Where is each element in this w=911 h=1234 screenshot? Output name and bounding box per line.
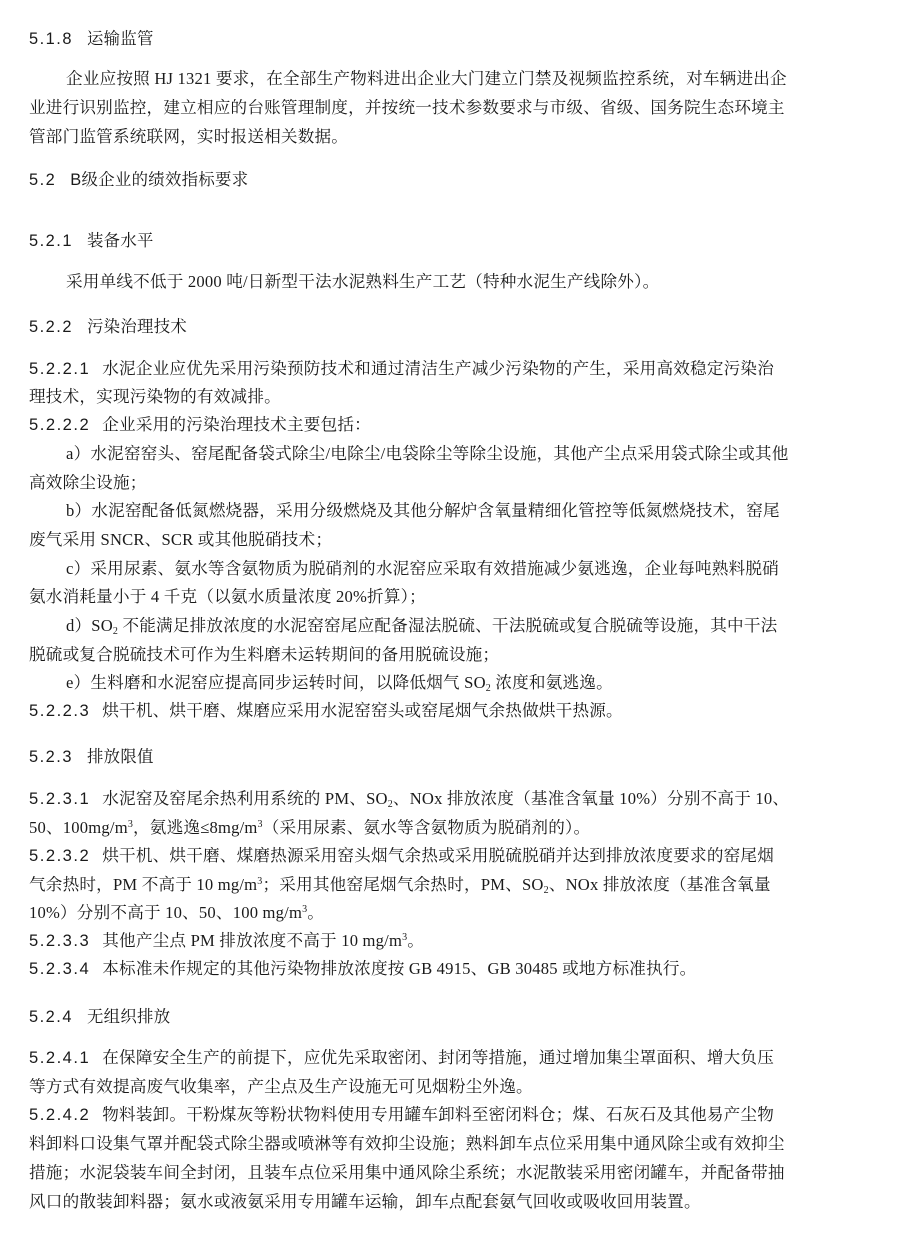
paragraph-line [29, 902, 324, 924]
section-title: 污染治理技术 [86, 318, 188, 336]
text-run: 、NOx 排放浓度（基准含氧量 10%）分别不高于 10、 [392, 789, 790, 808]
section-number: 5.2.3 [29, 748, 73, 766]
text-run: d）SO [66, 616, 113, 635]
list-item-c: c）采用尿素、氨水等含氨物质为脱硝剂的水泥窑应采取有效措施减少氨逃逸，企业每吨熟料脱硝 [66, 559, 779, 578]
clause-5-2-2-1 [29, 358, 774, 380]
clause-5-2-3-4 [29, 958, 696, 980]
heading-5-2-3 [29, 746, 154, 768]
heading-5-2-1 [29, 230, 154, 252]
subscript: 2 [387, 799, 393, 810]
clause-5-2-2-3 [29, 700, 623, 722]
superscript: 3 [257, 876, 263, 887]
text-run: e）生料磨和水泥窑应提高同步运转时间，以降低烟气 SO [66, 673, 486, 692]
paragraph-line: 企业应按照 HJ 1321 要求，在全部生产物料进出企业大门建立门禁及视频监控系统，对车辆进出企 [66, 69, 787, 88]
clause-number: 5.2.2.3 [29, 701, 91, 720]
section-title: 排放限值 [86, 748, 154, 766]
heading-5-1-8 [29, 28, 154, 50]
clause-text: 烘干机、烘干磨、煤磨应采用水泥窑窑头或窑尾烟气余热做烘干热源。 [102, 701, 623, 720]
paragraph-line: 风口的散装卸料器；氨水或液氨采用专用罐车运输，卸车点配套氨气回收或吸收回用装置。 [29, 1192, 701, 1211]
clause-number: 5.2.2.1 [29, 359, 91, 378]
section-number: 5.2.2 [29, 318, 73, 336]
clause-number: 5.2.3.4 [29, 959, 91, 978]
text-run: ，氨逃逸≤8mg/m [133, 818, 258, 837]
paragraph-line [29, 874, 771, 896]
clause-text: 物料装卸。干粉煤灰等粉状物料使用专用罐车卸料至密闭料仓；煤、石灰石及其他易产尘物 [102, 1105, 774, 1124]
text-run: 10%）分别不高于 10、50、100 mg/m [29, 903, 303, 922]
clause-number: 5.2.3.2 [29, 846, 91, 865]
section-title: B级企业的绩效指标要求 [70, 171, 249, 189]
paragraph-line: 脱硫或复合脱硫技术可作为生料磨未运转期间的备用脱硫设施； [29, 645, 500, 664]
text-run: 。 [407, 931, 425, 950]
paragraph-line: 管部门监管系统联网，实时报送相关数据。 [29, 127, 349, 146]
section-number: 5.2 [29, 171, 57, 189]
clause-number: 5.2.2.2 [29, 415, 91, 434]
clause-5-2-4-1 [29, 1047, 774, 1069]
text-run: 水泥窑及窑尾余热利用系统的 PM、SO [102, 789, 388, 808]
paragraph-line: 废气采用 SNCR、SCR 或其他脱硝技术； [29, 530, 333, 549]
superscript: 3 [127, 819, 134, 830]
paragraph-line: 业进行识别监控，建立相应的台账管理制度，并按统一技术参数要求与市级、省级、国务院生态环境主 [29, 98, 785, 117]
clause-number: 5.2.4.1 [29, 1048, 91, 1067]
clause-text: 企业采用的污染治理技术主要包括： [102, 415, 371, 434]
section-number: 5.1.8 [29, 30, 73, 48]
paragraph-line: 采用单线不低于 2000 吨/日新型干法水泥熟料生产工艺（特种水泥生产线除外）。 [66, 272, 660, 291]
heading-5-2-4 [29, 1006, 170, 1028]
text-run: 50、100mg/m [29, 818, 128, 837]
section-title: 装备水平 [86, 232, 154, 250]
text-run: 其他产尘点 PM 排放浓度不高于 10 mg/m [102, 931, 403, 950]
text-run: 不能满足排放浓度的水泥窑窑尾应配备湿法脱硫、干法脱硫或复合脱硫等设施，其中干法 [118, 616, 778, 635]
clause-number: 5.2.3.1 [29, 789, 91, 808]
text-run: 气余热时，PM 不高于 10 mg/m [29, 875, 258, 894]
section-number: 5.2.4 [29, 1008, 73, 1026]
clause-text: 水泥企业应优先采用污染预防技术和通过清洁生产减少污染物的产生，采用高效稳定污染治 [102, 359, 774, 378]
clause-5-2-2-2 [29, 414, 371, 436]
clause-5-2-3-1 [29, 788, 789, 810]
heading-5-2-2 [29, 316, 187, 338]
clause-5-2-3-3 [29, 930, 424, 952]
superscript: 3 [257, 819, 263, 830]
text-run: 浓度和氨逃逸。 [490, 673, 613, 692]
clause-number: 5.2.3.3 [29, 931, 91, 950]
paragraph-line [29, 817, 590, 839]
clause-number: 5.2.4.2 [29, 1105, 91, 1124]
subscript: 2 [485, 683, 491, 694]
list-item-d [66, 615, 777, 637]
section-title: 运输监管 [86, 30, 154, 48]
paragraph-line: 理技术，实现污染物的有效减排。 [29, 387, 281, 406]
superscript: 3 [302, 904, 308, 915]
heading-5-2 [29, 169, 248, 191]
paragraph-line: 高效除尘设施； [29, 473, 147, 492]
clause-text: 在保障安全生产的前提下，应优先采取密闭、封闭等措施，通过增加集尘罩面积、增大负压 [102, 1048, 774, 1067]
paragraph-line: 措施；水泥袋装车间全封闭，且装车点位采用集中通风除尘系统；水泥散装采用密闭罐车，并配备带抽 [29, 1163, 785, 1182]
clause-5-2-3-2 [29, 845, 774, 867]
paragraph-line: 等方式有效提高废气收集率，产尘点及生产设施无可见烟粉尘外逸。 [29, 1077, 533, 1096]
list-item-b: b）水泥窑配备低氮燃烧器，采用分级燃烧及其他分解炉含氧量精细化管控等低氮燃烧技术，窑尾 [66, 501, 780, 520]
text-run: 。 [307, 903, 325, 922]
text-run: （采用尿素、氨水等含氨物质为脱硝剂的）。 [262, 818, 591, 837]
section-title: 无组织排放 [86, 1008, 171, 1026]
clause-5-2-4-2 [29, 1104, 774, 1126]
section-number: 5.2.1 [29, 232, 73, 250]
clause-text: 本标准未作规定的其他污染物排放浓度按 GB 4915、GB 30485 或地方标准执行。 [102, 959, 697, 978]
subscript: 2 [543, 885, 549, 896]
clause-text: 烘干机、烘干磨、煤磨热源采用窑头烟气余热或采用脱硫脱硝并达到排放浓度要求的窑尾烟 [102, 846, 774, 865]
list-item-e [66, 672, 613, 694]
subscript: 2 [112, 626, 119, 637]
list-item-a: a）水泥窑窑头、窑尾配备袋式除尘/电除尘/电袋除尘等除尘设施，其他产尘点采用袋式除尘或其他 [66, 444, 789, 463]
paragraph-line: 氨水消耗量小于 4 千克（以氨水质量浓度 20%折算）； [29, 587, 426, 606]
superscript: 3 [402, 932, 408, 943]
text-run: 、NOx 排放浓度（基准含氧量 [548, 875, 771, 894]
text-run: ；采用其他窑尾烟气余热时，PM、SO [262, 875, 544, 894]
paragraph-line: 料卸料口设集气罩并配袋式除尘器或喷淋等有效抑尘设施；熟料卸车点位采用集中通风除尘或有效抑尘 [29, 1134, 785, 1153]
